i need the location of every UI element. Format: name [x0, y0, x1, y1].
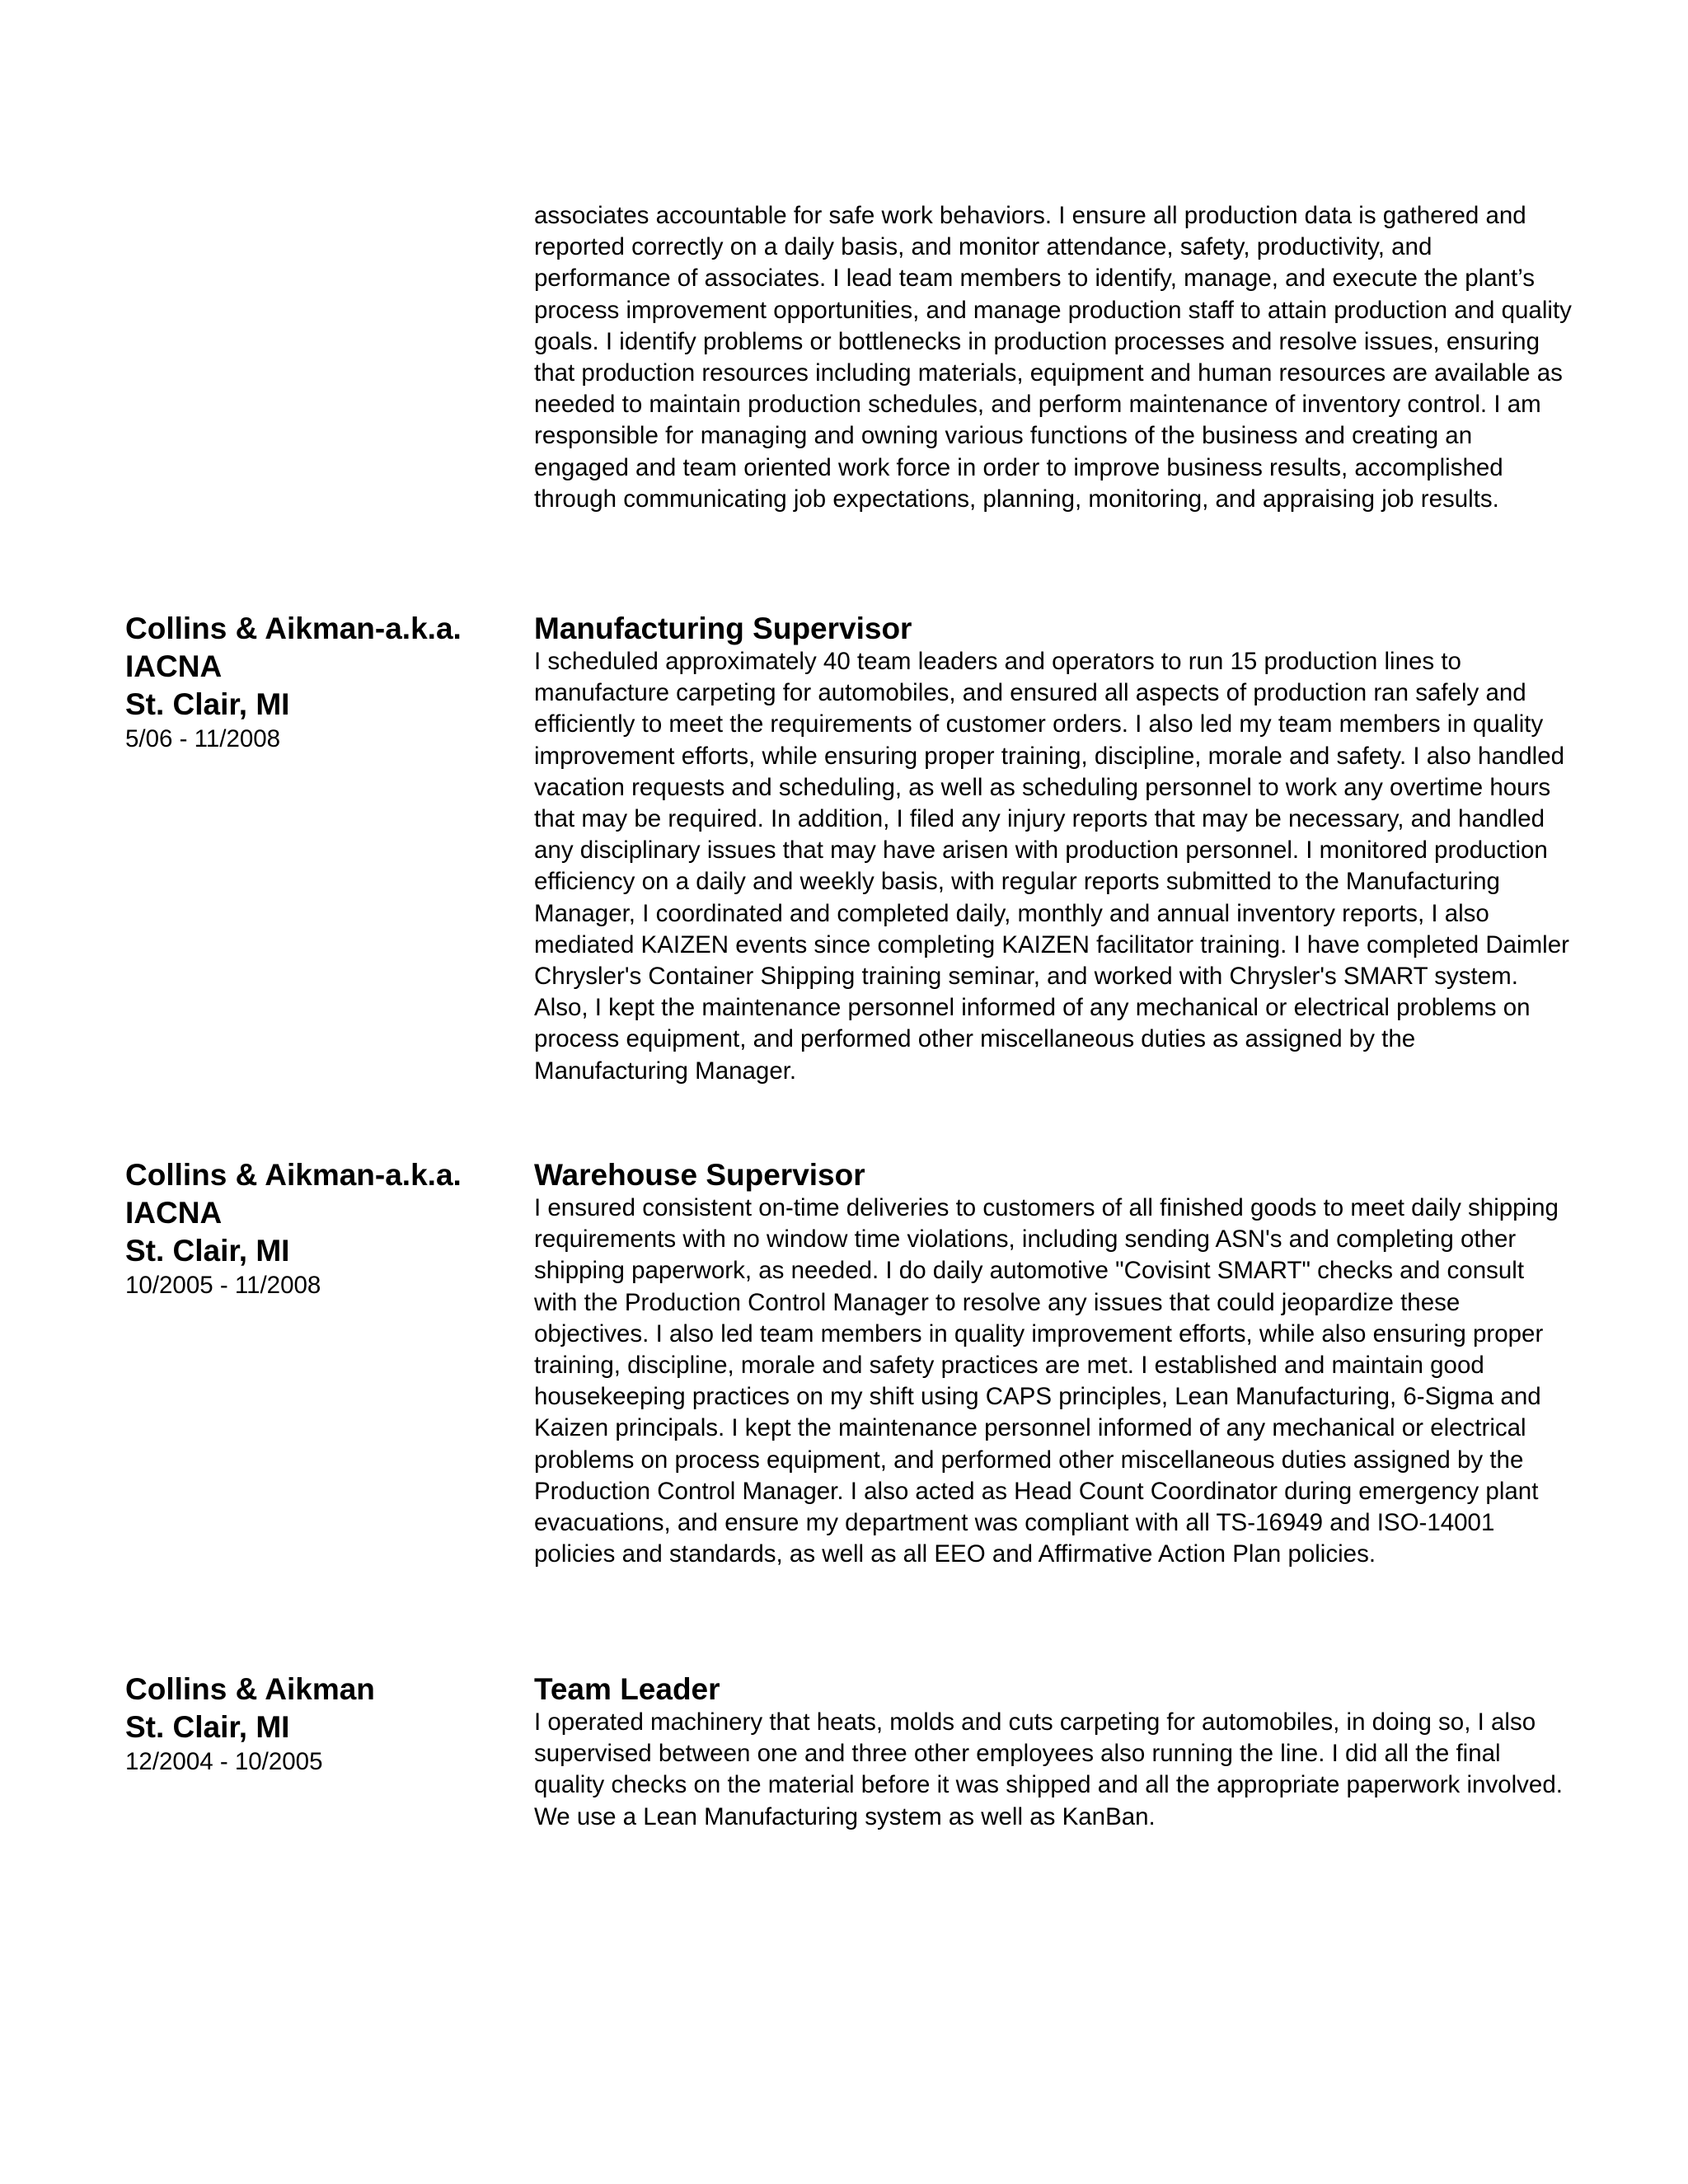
employer-info [125, 1156, 513, 1301]
job-description: I operated machinery that heats, molds and cuts carpeting for automobiles, in doing so, I also supervised between one and three other employees also running the line. I did all the final quality checks on the material before it was shipped and all the appropriate paperwork involved. We use a Lean Manufacturing system as well as KanBan. [534, 1708, 1563, 1830]
employment-dates: 10/2005 - 11/2008 [125, 1272, 321, 1299]
company-name: Collins & Aikman [125, 1672, 375, 1706]
employment-dates: 12/2004 - 10/2005 [125, 1748, 323, 1775]
job-title: Team Leader [534, 1672, 720, 1706]
company-location: St. Clair, MI [125, 687, 290, 721]
job-details [534, 610, 1573, 1087]
job-description: I ensured consistent on-time deliveries to customers of all finished goods to meet daily shipping requirements with no window time violations, including sending ASN's and completing other shipping paperwork, as needed. I do daily automotive "Covisint SMART" checks and consult with the Production Control Manager to resolve any issues that could jeopardize these objectives. I also led team members in quality improvement efforts, while also ensuring proper training, discipline, morale and safety practices are met. I established and maintain good housekeeping practices on my shift using CAPS principles, Lean Manufacturing, 6-Sigma and Kaizen principals. I kept the maintenance personnel informed of any mechanical or electrical problems on process equipment, and performed other miscellaneous duties assigned by the Production Control Manager. I also acted as Head Count Coordinator during emergency plant evacuations, and ensure my department was compliant with all TS-16949 and ISO-14001 policies and standards, as well as all EEO and Affirmative Action Plan policies. [534, 1194, 1559, 1568]
employer-info [125, 610, 513, 755]
employer-info [125, 1671, 513, 1778]
previous-job-continuation [534, 200, 1573, 515]
employment-dates: 5/06 - 11/2008 [125, 725, 281, 752]
job-title: Warehouse Supervisor [534, 1158, 865, 1192]
job-details [534, 1156, 1573, 1570]
job-details [534, 1671, 1573, 1833]
company-location: St. Clair, MI [125, 1234, 290, 1268]
job-title: Manufacturing Supervisor [534, 612, 912, 645]
job-description: I scheduled approximately 40 team leaders and operators to run 15 production lines to manufacture carpeting for automobiles, and ensured all aspects of production ran safely and efficiently to meet the requirements of customer orders. I also led my team members in quality improvement efforts, while ensuring proper training, discipline, morale and safety. I also handled vacation requests and scheduling, as well as scheduling personnel to work any overtime hours that may be required. In addition, I filed any injury reports that may be necessary, and handled any disciplinary issues that may have arisen with production personnel. I monitored production efficiency on a daily and weekly basis, with regular reports submitted to the Manufacturing Manager, I coordinated and completed daily, monthly and annual inventory reports, I also mediated KAIZEN events since completing KAIZEN facilitator training. I have completed Daimler Chrysler's Container Shipping training seminar, and worked with Chrysler's SMART system. Also, I kept the maintenance personnel informed of any mechanical or electrical problems on process equipment, and performed other miscellaneous duties as assigned by the Manufacturing Manager. [534, 648, 1569, 1085]
company-name: Collins & Aikman-a.k.a. IACNA [125, 1158, 462, 1230]
company-name: Collins & Aikman-a.k.a. IACNA [125, 612, 462, 683]
continuation-paragraph: associates accountable for safe work behaviors. I ensure all production data is gathered and reported correctly on a daily basis, and monitor attendance, safety, productivity, and performance of associates. I lead team members to identify, manage, and execute the plant’s process improvement opportunities, and manage production staff to attain production and quality goals. I identify problems or bottlenecks in production processes and resolve issues, ensuring that production resources including materials, equipment and human resources are available as needed to maintain production schedules, and perform maintenance of inventory control. I am responsible for managing and owning various functions of the business and creating an engaged and team oriented work force in order to improve business results, accomplished through communicating job expectations, planning, monitoring, and appraising job results. [534, 202, 1572, 513]
company-location: St. Clair, MI [125, 1710, 290, 1744]
